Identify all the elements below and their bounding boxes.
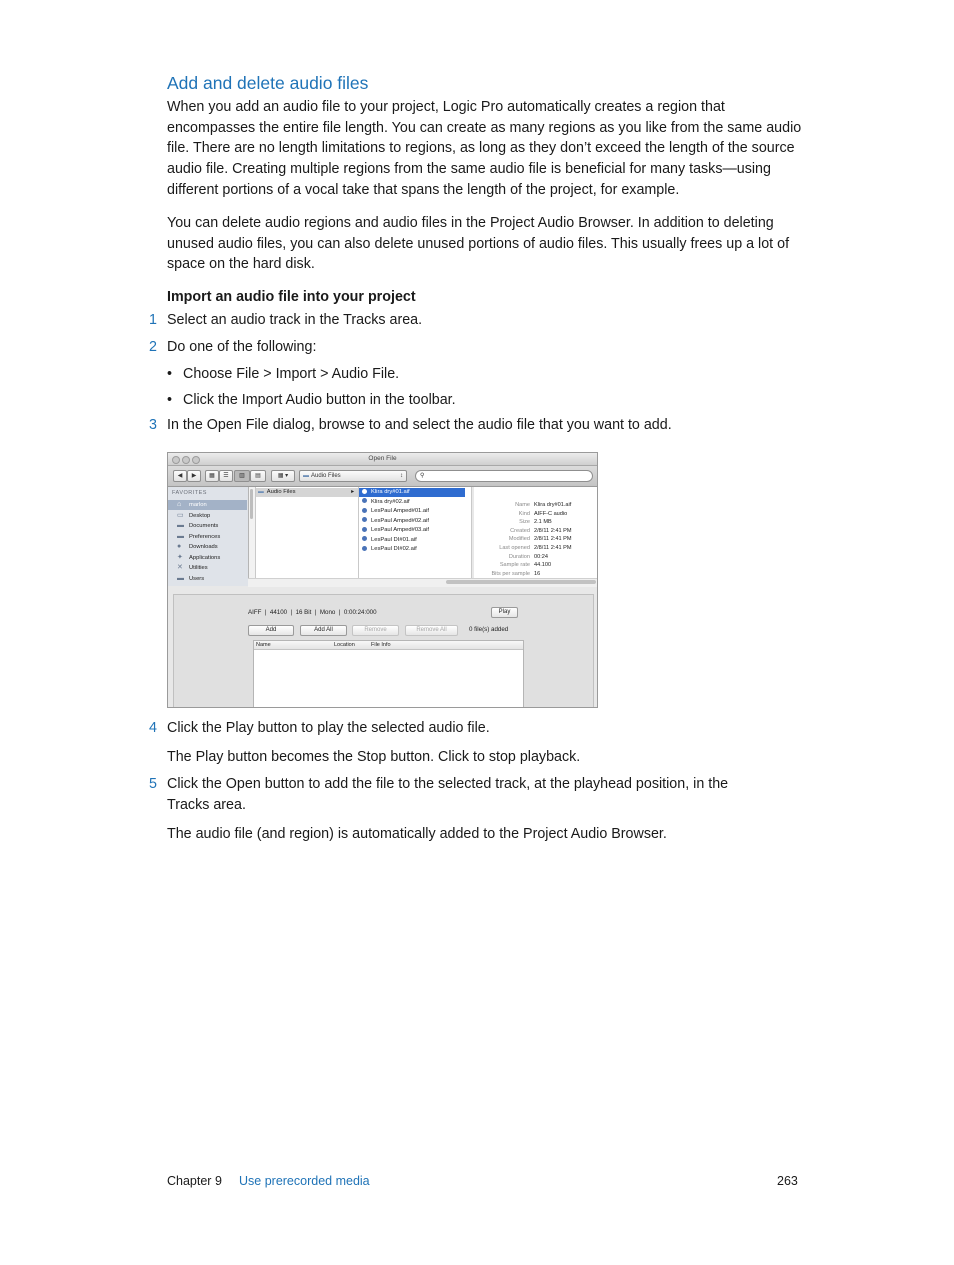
icon-view-button[interactable]: ▦	[205, 470, 219, 482]
audio-file-icon	[362, 536, 367, 541]
add-all-button[interactable]: Add All	[300, 625, 347, 636]
info-value: AIFF-C audio	[534, 510, 568, 517]
info-row	[474, 536, 597, 545]
folder-icon: ▬	[303, 473, 309, 479]
add-button[interactable]: Add	[248, 625, 294, 636]
bullet-text: Choose File > Import > Audio File.	[183, 366, 400, 382]
info-value: Klira dry#01.aif	[534, 502, 572, 508]
info-row	[474, 502, 597, 511]
step-number: 3	[149, 417, 157, 433]
forward-button[interactable]: ▶	[187, 470, 201, 482]
sidebar-item-label: Applications	[189, 554, 221, 561]
location-popup[interactable]	[299, 470, 407, 482]
window-titlebar	[168, 453, 597, 466]
disclosure-arrow-icon: ▸	[351, 489, 354, 495]
scroll-thumb[interactable]	[446, 580, 596, 584]
step-number: 2	[149, 339, 157, 355]
sidebar-item[interactable]	[168, 563, 247, 573]
sidebar-item-label: Utilities	[189, 565, 208, 571]
desktop-icon: ▭	[177, 511, 184, 519]
intro-paragraph: When you add an audio file to your project, Logic Pro automatically creates a region that encompasses the entire file length. You can create as many regions as you like from the same audio file. There are no length limitations to regions, as long as they don’t exceed the length of the source audio file. Creating multiple regions from the same audio file is beneficial for many tasks—using different portions of a vocal take that spans the length of the project, for example.	[167, 99, 802, 198]
file-label: LesPaul Amped#02.aif	[371, 517, 430, 524]
remove-all-button[interactable]: Remove All	[405, 625, 458, 636]
audio-file-icon	[362, 527, 367, 532]
folder-label: Audio Files	[266, 489, 296, 495]
delete-paragraph: You can delete audio regions and audio files in the Project Audio Browser. In addition to deleting unused audio files, you can also delete unused portions of audio files. This usually frees up a lot of space on the hard disk.	[167, 215, 790, 273]
column-header-name[interactable]: Name	[256, 642, 271, 648]
sidebar-item[interactable]	[168, 521, 247, 531]
info-key: Modified	[508, 536, 530, 543]
browser-column-1	[256, 487, 359, 578]
dialog-sidebar	[168, 487, 249, 586]
info-key: Created	[510, 527, 530, 534]
info-value: 2/8/11 2:41 PM	[534, 527, 572, 534]
sidebar-item[interactable]	[168, 542, 247, 552]
table-header	[254, 641, 523, 650]
download-icon: ●	[177, 543, 182, 550]
folder-icon: ▬	[177, 532, 184, 540]
audio-file-icon	[362, 546, 367, 551]
info-key: Bits per sample	[491, 570, 530, 577]
added-files-table	[253, 640, 524, 708]
sidebar-item[interactable]	[168, 574, 247, 584]
info-key: Kind	[518, 510, 530, 517]
file-label: Klira dry#02.aif	[371, 498, 410, 505]
info-key: Name	[515, 502, 530, 508]
audio-file-icon	[362, 508, 367, 513]
file-summary: AIFF | 44100 | 16 Bit | Mono | 0:00:24:000	[248, 609, 377, 616]
audio-file-icon	[362, 498, 367, 503]
file-row[interactable]	[359, 488, 465, 497]
audio-file-icon	[362, 517, 367, 522]
sidebar-item-label: Documents	[189, 523, 219, 529]
sidebar-item[interactable]	[168, 500, 247, 510]
file-row[interactable]	[359, 526, 429, 535]
info-row	[474, 511, 597, 520]
remove-button[interactable]: Remove	[352, 625, 399, 636]
horizontal-scrollbar[interactable]	[248, 578, 597, 587]
open-file-dialog-screenshot	[167, 452, 598, 708]
step-number: 4	[149, 720, 157, 736]
scroll-thumb[interactable]	[250, 489, 253, 519]
info-key: Size	[519, 519, 530, 526]
file-label: LesPaul DI#01.aif	[371, 536, 417, 543]
step-text: Click the Open button to add the file to the selected track, at the playhead position, in the Tracks area.	[167, 776, 729, 813]
bullet-dot: •	[167, 392, 173, 408]
coverflow-view-button[interactable]: ▤	[250, 470, 266, 482]
browser-column-2	[359, 487, 472, 578]
sidebar-item-label: Desktop	[189, 512, 211, 519]
column-view-button[interactable]: ▥	[234, 470, 250, 482]
arrange-menu-button[interactable]: ▦ ▾	[271, 470, 295, 482]
info-value: 2.1 MB	[534, 519, 552, 526]
file-label: LesPaul Amped#03.aif	[371, 527, 430, 533]
sidebar-item-label: marlon	[189, 502, 207, 508]
info-key: Sample rate	[499, 562, 530, 569]
bullet-text: Click the Import Audio button in the toolbar.	[183, 392, 456, 408]
folder-row[interactable]	[256, 488, 358, 497]
step-5-note: The audio file (and region) is automatically added to the Project Audio Browser.	[167, 826, 667, 842]
sidebar-item[interactable]	[168, 532, 247, 542]
info-key: Duration	[508, 553, 530, 560]
sidebar-item-label: Preferences	[189, 533, 221, 540]
info-row	[474, 554, 597, 563]
info-row	[474, 528, 597, 537]
list-view-button[interactable]: ☰	[219, 470, 233, 482]
folder-icon: ▬	[177, 574, 184, 582]
page-number: 263	[777, 1174, 798, 1188]
footer-chapter-link[interactable]: Use prerecorded media	[239, 1174, 370, 1188]
search-icon: ⚲	[420, 473, 425, 479]
info-value: 16	[534, 570, 541, 577]
section-heading: Add and delete audio files	[167, 73, 369, 93]
file-info-panel	[474, 487, 597, 578]
info-value: 2/8/11 2:41 PM	[534, 545, 572, 551]
location-label: Audio Files	[311, 473, 341, 479]
utilities-icon: ✕	[177, 564, 183, 571]
task-title: Import an audio file into your project	[167, 289, 416, 305]
step-text: In the Open File dialog, browse to and select the audio file that you want to add.	[167, 417, 672, 433]
file-label: Klira dry#01.aif	[371, 489, 410, 495]
favorites-header: FAVORITES	[172, 490, 207, 496]
column-header-location[interactable]: Location	[334, 642, 355, 648]
audio-file-icon	[362, 489, 367, 494]
file-row[interactable]	[359, 545, 417, 554]
sidebar-scrollbar[interactable]	[249, 487, 256, 578]
import-panel	[173, 594, 594, 708]
info-value: 00:24	[534, 553, 548, 560]
files-added-count: 0 file(s) added	[469, 626, 509, 633]
sidebar-item[interactable]	[168, 553, 247, 563]
folder-icon: ▬	[177, 522, 184, 529]
file-row[interactable]	[359, 517, 429, 526]
window-title: Open File	[368, 455, 397, 462]
home-icon: ⌂	[177, 501, 182, 508]
bullet-dot: •	[167, 366, 173, 382]
file-row[interactable]	[359, 507, 429, 516]
file-row[interactable]	[359, 498, 410, 507]
step-text: Select an audio track in the Tracks area.	[167, 312, 423, 328]
file-label: LesPaul DI#02.aif	[371, 546, 417, 552]
info-row	[474, 545, 597, 554]
footer-chapter: Chapter 9	[167, 1174, 222, 1188]
applications-icon: ✦	[177, 553, 183, 561]
dialog-toolbar	[168, 466, 597, 487]
info-key: Last opened	[499, 545, 530, 551]
column-header-file-info[interactable]: File Info	[371, 642, 391, 648]
step-text: Do one of the following:	[167, 339, 317, 355]
info-value: 2/8/11 2:41 PM	[534, 536, 572, 543]
file-row[interactable]	[359, 536, 417, 545]
file-label: LesPaul Amped#01.aif	[371, 508, 430, 514]
info-row	[474, 519, 597, 528]
step-number: 1	[149, 312, 157, 328]
sidebar-item-label: Downloads	[189, 544, 218, 550]
back-button[interactable]: ◀	[173, 470, 187, 482]
step-text: Click the Play button to play the selected audio file.	[167, 720, 490, 736]
sidebar-item[interactable]	[168, 511, 247, 521]
popup-arrows-icon: ↕	[400, 473, 403, 479]
play-button[interactable]: Play	[491, 607, 518, 618]
folder-icon: ▬	[258, 489, 264, 495]
sidebar-item-label: Users	[189, 575, 205, 582]
info-value: 44.100	[534, 562, 552, 569]
step-number: 5	[149, 776, 157, 792]
info-row	[474, 562, 597, 571]
search-input[interactable]	[415, 470, 593, 482]
step-4-note: The Play button becomes the Stop button. Click to stop playback.	[167, 749, 581, 765]
